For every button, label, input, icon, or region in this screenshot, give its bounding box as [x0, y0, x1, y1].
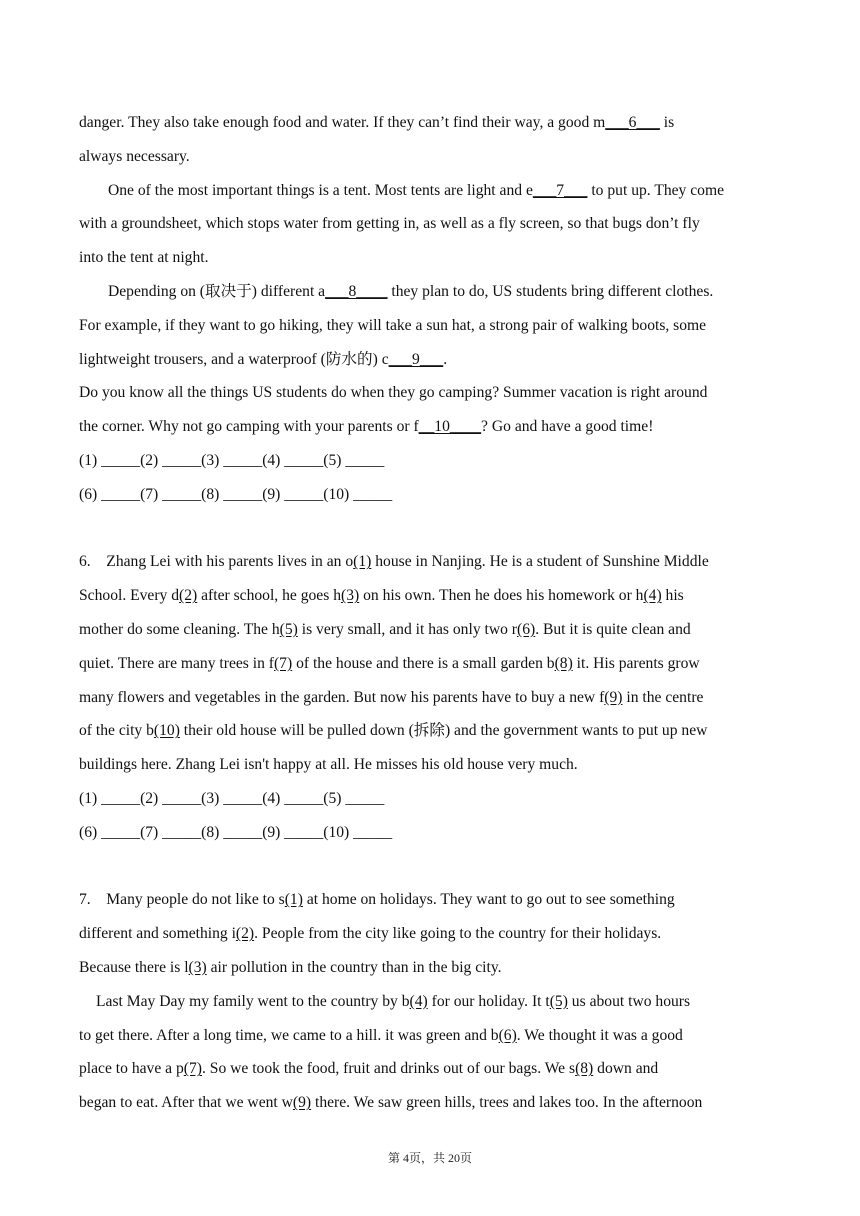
text-run: Depending on (取决于) different a [108, 282, 326, 300]
passage-line: into the tent at night. [79, 249, 209, 267]
text-run: . But it is quite clean and [535, 620, 691, 638]
text-run: Last May Day my family went to the country by b [96, 992, 410, 1010]
text-run: of the city b [79, 722, 154, 740]
text-run: One of the most important things is a tent. Most tents are light and e [108, 181, 533, 199]
passage-line: with a groundsheet, which stops water from getting in, as well as a fly screen, so that bugs don’t fly [79, 215, 700, 233]
blank-9: (9) [292, 1094, 312, 1112]
text-run: place to have a p [79, 1060, 184, 1078]
passage-line [79, 1086, 783, 1120]
blank-1: (1) [353, 553, 372, 571]
text-run: is very small, and it has only two r [297, 620, 517, 638]
text-run: Because there is l [79, 958, 189, 976]
text-run: . [443, 350, 448, 368]
passage-line [79, 613, 783, 647]
page-footer: 第 4页，共 20页 [387, 1151, 472, 1165]
text-run: Zhang Lei with his parents lives in an o [106, 553, 354, 571]
text-run: their old house will be pulled down (拆除) and the government wants to put up new [179, 722, 708, 740]
text-run: ? Go and have a good time! [481, 418, 654, 436]
blank-7: ___7___ [532, 181, 588, 199]
text-run: for our holiday. It t [427, 992, 550, 1010]
blank-3: (3) [341, 587, 360, 605]
passage-line [79, 579, 783, 613]
question-7-line [79, 883, 783, 917]
text-run: of the house and there is a small garden b [292, 654, 555, 672]
passage-line [79, 275, 783, 309]
blank-6: (6) [498, 1026, 517, 1044]
blank-2: (2) [179, 587, 198, 605]
passage-line [79, 410, 783, 444]
answer-line: (1) _____(2) _____(3) _____(4) _____(5) _____ [79, 451, 385, 469]
text-run: to get there. After a long time, we came to a hill. it was green and b [79, 1026, 499, 1044]
passage-line [79, 1052, 783, 1086]
blank-1: (1) [284, 891, 303, 909]
text-run: . We thought it was a good [516, 1026, 683, 1044]
text-run: to put up. They come [587, 181, 725, 199]
passage-line: Do you know all the things US students do when they go camping? Summer vacation is right around [79, 384, 708, 402]
text-run: quiet. There are many trees in f [79, 654, 274, 672]
passage-line [79, 647, 783, 681]
page-content [79, 106, 783, 1120]
text-run: there. We saw green hills, trees and lakes too. In the afternoon [311, 1094, 703, 1112]
text-run: air pollution in the country than in the big city. [206, 958, 502, 976]
question-number: 6. [79, 553, 91, 571]
passage-line [79, 106, 783, 140]
text-run: down and [593, 1060, 659, 1078]
text-run: many flowers and vegetables in the garden. But now his parents have to buy a new f [79, 688, 605, 706]
passage-line [79, 174, 783, 208]
text-run: on his own. Then he does his homework or h [359, 587, 644, 605]
text-run: School. Every d [79, 587, 180, 605]
text-run: is [659, 114, 675, 131]
passage-line: buildings here. Zhang Lei isn't happy at all. He misses his old house very much. [79, 756, 578, 774]
passage-line [79, 714, 783, 748]
passage-line [79, 681, 783, 715]
text-run: the corner. Why not go camping with your parents or f [79, 418, 419, 436]
passage-line: always necessary. [79, 147, 190, 165]
blank-4: (4) [643, 587, 662, 605]
blank-6: (6) [517, 620, 536, 638]
question-6-line [79, 545, 783, 579]
passage-line [79, 985, 783, 1019]
text-run: after school, he goes h [197, 587, 341, 605]
text-run: it. His parents grow [572, 654, 700, 672]
blank-8: ___8____ [325, 282, 388, 300]
text-run: began to eat. After that we went w [79, 1094, 293, 1112]
blank-5: (5) [549, 992, 568, 1010]
text-run: Many people do not like to s [106, 891, 285, 909]
blank-9: (9) [604, 688, 623, 706]
passage-line [79, 1019, 783, 1053]
spacer [79, 512, 783, 546]
blank-9: ___9___ [388, 350, 444, 368]
spacer [79, 850, 783, 884]
answer-line: (6) _____(7) _____(8) _____(9) _____(10) _____ [79, 485, 393, 503]
text-run: lightweight trousers, and a waterproof (防水的) c [79, 350, 389, 368]
text-run: mother do some cleaning. The h [79, 620, 280, 638]
text-run: danger. They also take enough food and water. If they can’t find their way, a good m [79, 114, 606, 131]
blank-3: (3) [188, 958, 207, 976]
blank-6: ___6___ [605, 114, 660, 131]
text-run: at home on holidays. They want to go out to see something [302, 891, 675, 909]
answer-line: (1) _____(2) _____(3) _____(4) _____(5) _____ [79, 789, 385, 807]
text-run: his [661, 587, 684, 605]
blank-7: (7) [183, 1060, 202, 1078]
blank-4: (4) [409, 992, 428, 1010]
passage-line [79, 343, 783, 377]
text-run: they plan to do, US students bring different clothes. [387, 282, 714, 300]
passage-line: For example, if they want to go hiking, they will take a sun hat, a strong pair of walking boots, some [79, 316, 707, 334]
blank-10: __10____ [418, 418, 482, 436]
text-run: different and something i [79, 925, 236, 943]
text-run: . So we took the food, fruit and drinks out of our bags. We s [201, 1060, 576, 1078]
text-run: . People from the city like going to the country for their holidays. [254, 925, 662, 943]
blank-2: (2) [235, 925, 255, 943]
answer-line: (6) _____(7) _____(8) _____(9) _____(10) _____ [79, 823, 393, 841]
blank-10: (10) [153, 722, 180, 740]
passage-line [79, 917, 783, 951]
blank-8: (8) [554, 654, 573, 672]
blank-7: (7) [273, 654, 293, 672]
question-number: 7. [79, 891, 91, 909]
blank-8: (8) [575, 1060, 594, 1078]
blank-5: (5) [279, 620, 298, 638]
passage-line [79, 951, 783, 985]
text-run: in the centre [622, 688, 704, 706]
text-run: house in Nanjing. He is a student of Sunshine Middle [371, 553, 709, 571]
text-run: us about two hours [567, 992, 691, 1010]
